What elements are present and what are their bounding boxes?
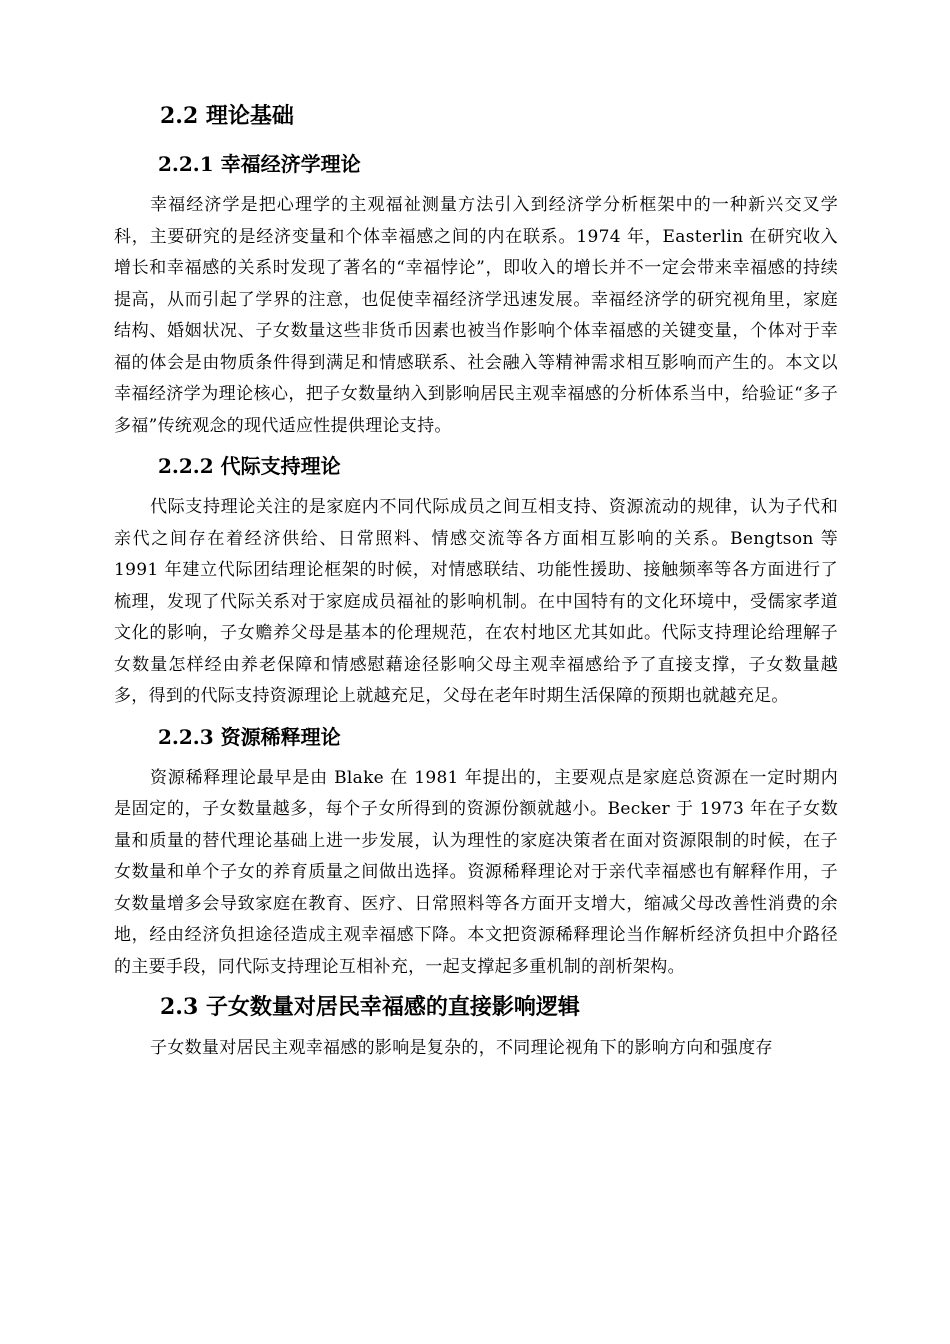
paragraph-resource-dilution: 资源稀释理论最早是由 Blake 在 1981 年提出的，主要观点是家庭总资源在一定时期内是固定的，子女数量越多，每个子女所得到的资源份额就越小。Becker 于 1973 年在子女数量和质量的替代理论基础上进一步发展，认为理性的家庭决策者在面对资源限制的时候，在子女数量和单个子女的养育质量之间做出选择。资源稀释理论对于亲代幸福感也有解释作用，子女数量增多会导致家庭在教育、医疗、日常照料等各方面开支增大，缩减父母改善性消费的余地，经由经济负担途径造成主观幸福感下降。本文把资源稀释理论当作解析经济负担中介路径的主要手段，同代际支持理论互相补充，一起支撑起多重机制的剖析架构。 [114, 767, 838, 977]
paragraph-intergenerational-support: 代际支持理论关注的是家庭内不同代际成员之间互相支持、资源流动的规律，认为子代和亲代之间存在着经济供给、日常照料、情感交流等各方面相互影响的关系。Bengtson 等 1991 年建立代际团结理论框架的时候，对情感联结、功能性援助、接触频率等各方面进行了梳理，发现了代际关系对于家庭成员福祉的影响机制。在中国特有的文化环境中，受儒家孝道文化的影响，子女赡养父母是基本的伦理规范，在农村地区尤其如此。代际支持理论给理解子女数量怎样经由养老保障和情感慰藉途径影响父母主观幸福感给予了直接支撑，子女数量越多，得到的代际支持资源理论上就越充足，父母在老年时期生活保障的预期也就越充足。 [114, 497, 838, 706]
subsection-heading-2-2-2: 2.2.2 代际支持理论 [158, 454, 341, 478]
paragraph-direct-effect: 子女数量对居民主观幸福感的影响是复杂的，不同理论视角下的影响方向和强度存 [150, 1038, 773, 1058]
subsection-heading-2-2-3: 2.2.3 资源稀释理论 [158, 724, 341, 749]
paragraph-happiness-economics: 幸福经济学是把心理学的主观福祉测量方法引入到经济学分析框架中的一种新兴交叉学科，主要研究的是经济变量和个体幸福感之间的内在联系。1974 年，Easterlin 在研究收入增长和幸福感的关系时发现了著名的“幸福悖论”，即收入的增长并不一定会带来幸福感的持续提高，从而引起了学界的注意，也促使幸福经济学迅速发展。幸福经济学的研究视角里，家庭结构、婚姻状况、子女数量这些非货币因素也被当作影响个体幸福感的关键变量，个体对于幸福的体会是由物质条件得到满足和情感联系、社会融入等精神需求相互影响而产生的。本文以幸福经济学为理论核心，把子女数量纳入到影响居民主观幸福感的分析体系当中，给验证“多子多福”传统观念的现代适应性提供理论支持。 [114, 195, 838, 436]
document-page [114, 96, 838, 1069]
section-heading-2-2: 2.2 理论基础 [160, 103, 294, 129]
section-heading-2-3: 2.3 子女数量对居民幸福感的直接影响逻辑 [160, 994, 580, 1020]
subsection-heading-2-2-1: 2.2.1 幸福经济学理论 [158, 152, 361, 176]
